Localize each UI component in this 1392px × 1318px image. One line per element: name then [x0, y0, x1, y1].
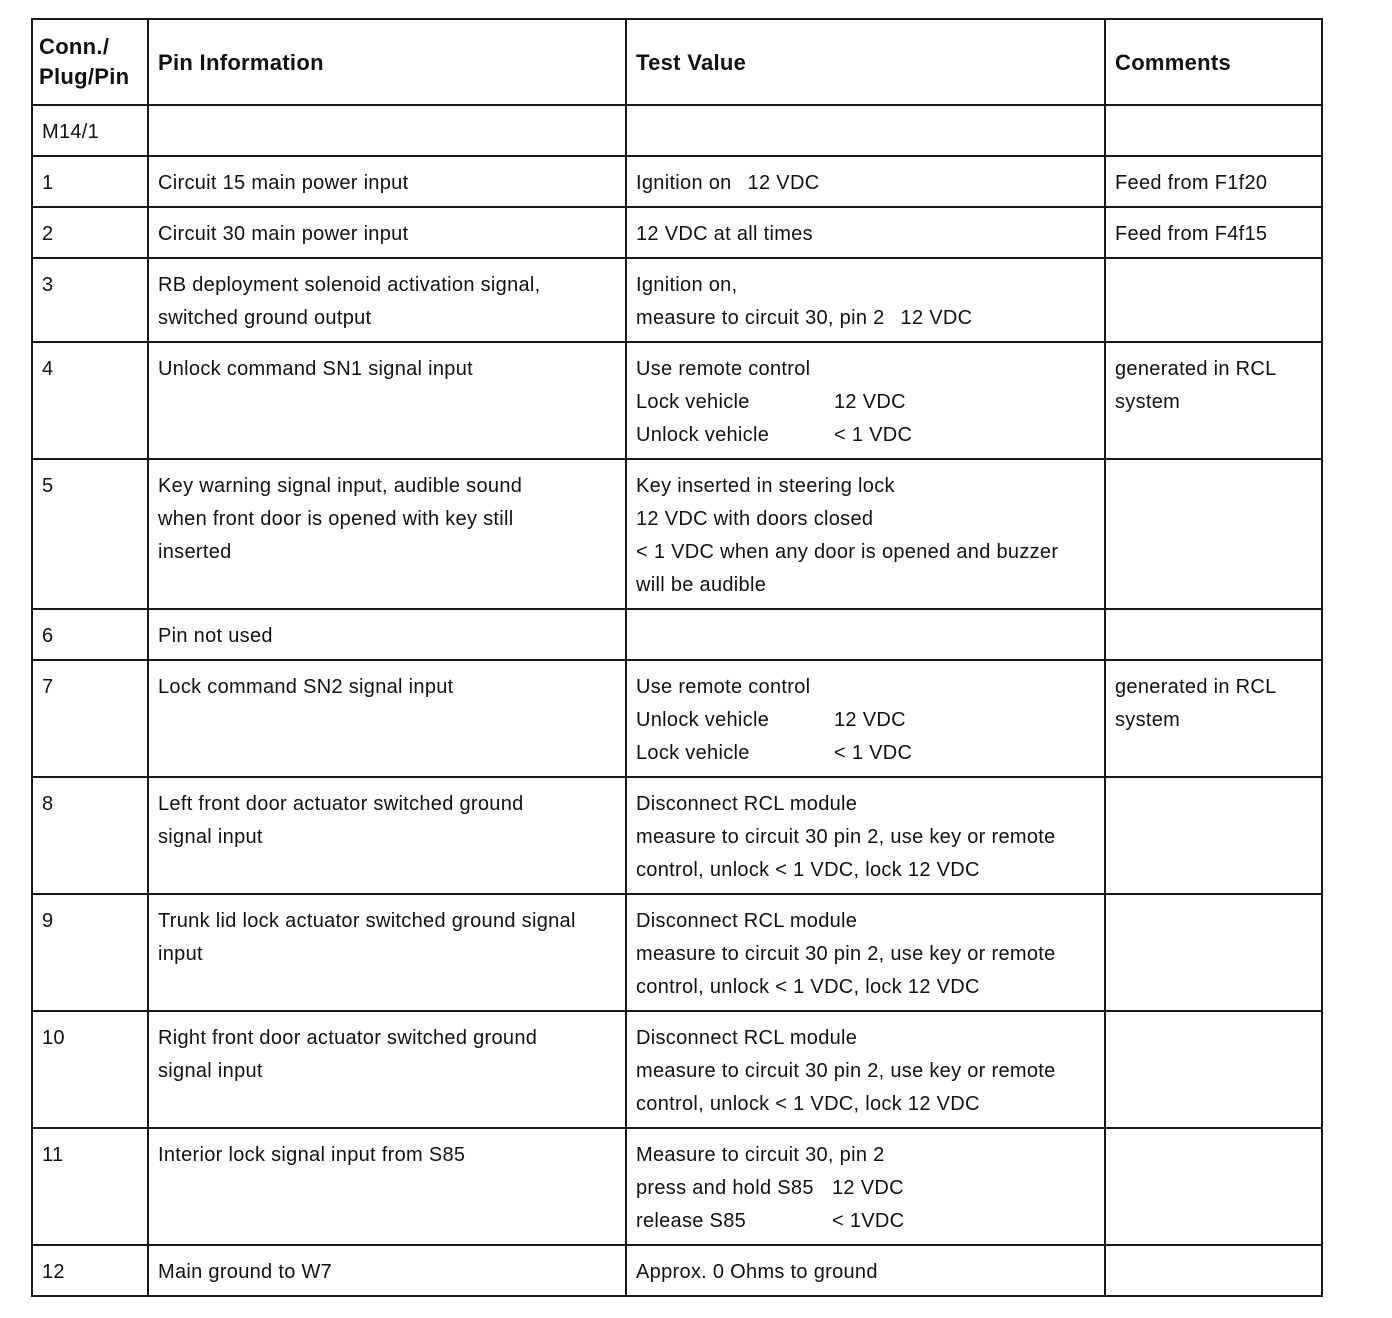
- pin-number: 4: [32, 342, 148, 459]
- pin-number: 3: [32, 258, 148, 342]
- pin-info: Lock command SN2 signal input: [148, 660, 626, 777]
- comment: Feed from F4f15: [1105, 207, 1322, 258]
- connector-id: M14/1: [32, 105, 148, 156]
- table-row: [32, 342, 1322, 459]
- test-value: Key inserted in steering lock 12 VDC with doors closed < 1 VDC when any door is opened and buzzer will be audible: [626, 459, 1105, 609]
- comment: [1105, 258, 1322, 342]
- pin-number: 2: [32, 207, 148, 258]
- header-conn-line1: Conn./: [39, 34, 110, 59]
- pin-number: 12: [32, 1245, 148, 1296]
- comment: [1105, 777, 1322, 894]
- table-row: [32, 207, 1322, 258]
- comment: [1105, 1128, 1322, 1245]
- table-row: [32, 459, 1322, 609]
- pin-number: 1: [32, 156, 148, 207]
- comment: generated in RCL system: [1105, 342, 1322, 459]
- comment: [1105, 1245, 1322, 1296]
- comment: [1105, 894, 1322, 1011]
- header-comments: Comments: [1105, 19, 1322, 105]
- table-row: [32, 894, 1322, 1011]
- pin-info: Key warning signal input, audible sound when front door is opened with key still inserted: [148, 459, 626, 609]
- test-value: Disconnect RCL module measure to circuit 30 pin 2, use key or remote control, unlock < 1 VDC, lock 12 VDC: [626, 1011, 1105, 1128]
- table-row: [32, 1245, 1322, 1296]
- comment: [1105, 459, 1322, 609]
- pin-number: 5: [32, 459, 148, 609]
- pin-info: RB deployment solenoid activation signal, switched ground output: [148, 258, 626, 342]
- pin-info: Unlock command SN1 signal input: [148, 342, 626, 459]
- test-value: Ignition on 12 VDC: [626, 156, 1105, 207]
- table-row: [32, 777, 1322, 894]
- cell-empty: [148, 105, 626, 156]
- header-conn-line2: Plug/Pin: [39, 64, 130, 89]
- pin-number: 6: [32, 609, 148, 660]
- comment: generated in RCL system: [1105, 660, 1322, 777]
- pin-information-table: [31, 18, 1323, 1297]
- test-value: Ignition on, measure to circuit 30, pin 2 12 VDC: [626, 258, 1105, 342]
- pin-info: Left front door actuator switched ground signal input: [148, 777, 626, 894]
- pin-number: 10: [32, 1011, 148, 1128]
- test-value: Disconnect RCL module measure to circuit 30 pin 2, use key or remote control, unlock < 1 VDC, lock 12 VDC: [626, 894, 1105, 1011]
- pin-info: Trunk lid lock actuator switched ground signal input: [148, 894, 626, 1011]
- header-pin-information: Pin Information: [148, 19, 626, 105]
- test-value: Use remote control Unlock vehicle 12 VDC Lock vehicle < 1 VDC: [626, 660, 1105, 777]
- header-test-value: Test Value: [626, 19, 1105, 105]
- pin-number: 11: [32, 1128, 148, 1245]
- header-row: [32, 19, 1322, 105]
- pin-number: 9: [32, 894, 148, 1011]
- test-value: [626, 609, 1105, 660]
- test-value: Use remote control Lock vehicle 12 VDC Unlock vehicle < 1 VDC: [626, 342, 1105, 459]
- pin-info: Circuit 15 main power input: [148, 156, 626, 207]
- pin-info: Right front door actuator switched ground signal input: [148, 1011, 626, 1128]
- table-row: [32, 609, 1322, 660]
- pin-info: Interior lock signal input from S85: [148, 1128, 626, 1245]
- comment: [1105, 1011, 1322, 1128]
- pin-info: Pin not used: [148, 609, 626, 660]
- test-value: 12 VDC at all times: [626, 207, 1105, 258]
- header-conn-plug-pin: [32, 19, 148, 105]
- table-row: [32, 258, 1322, 342]
- table-row: [32, 156, 1322, 207]
- comment: Feed from F1f20: [1105, 156, 1322, 207]
- test-value: Disconnect RCL module measure to circuit 30 pin 2, use key or remote control, unlock < 1 VDC, lock 12 VDC: [626, 777, 1105, 894]
- table-row: [32, 660, 1322, 777]
- test-value: Approx. 0 Ohms to ground: [626, 1245, 1105, 1296]
- pin-info: Circuit 30 main power input: [148, 207, 626, 258]
- table-row: [32, 1128, 1322, 1245]
- table-row: [32, 1011, 1322, 1128]
- cell-empty: [1105, 105, 1322, 156]
- connector-row: [32, 105, 1322, 156]
- test-value: Measure to circuit 30, pin 2 press and hold S85 12 VDC release S85 < 1VDC: [626, 1128, 1105, 1245]
- comment: [1105, 609, 1322, 660]
- pin-number: 7: [32, 660, 148, 777]
- cell-empty: [626, 105, 1105, 156]
- pin-number: 8: [32, 777, 148, 894]
- pin-info: Main ground to W7: [148, 1245, 626, 1296]
